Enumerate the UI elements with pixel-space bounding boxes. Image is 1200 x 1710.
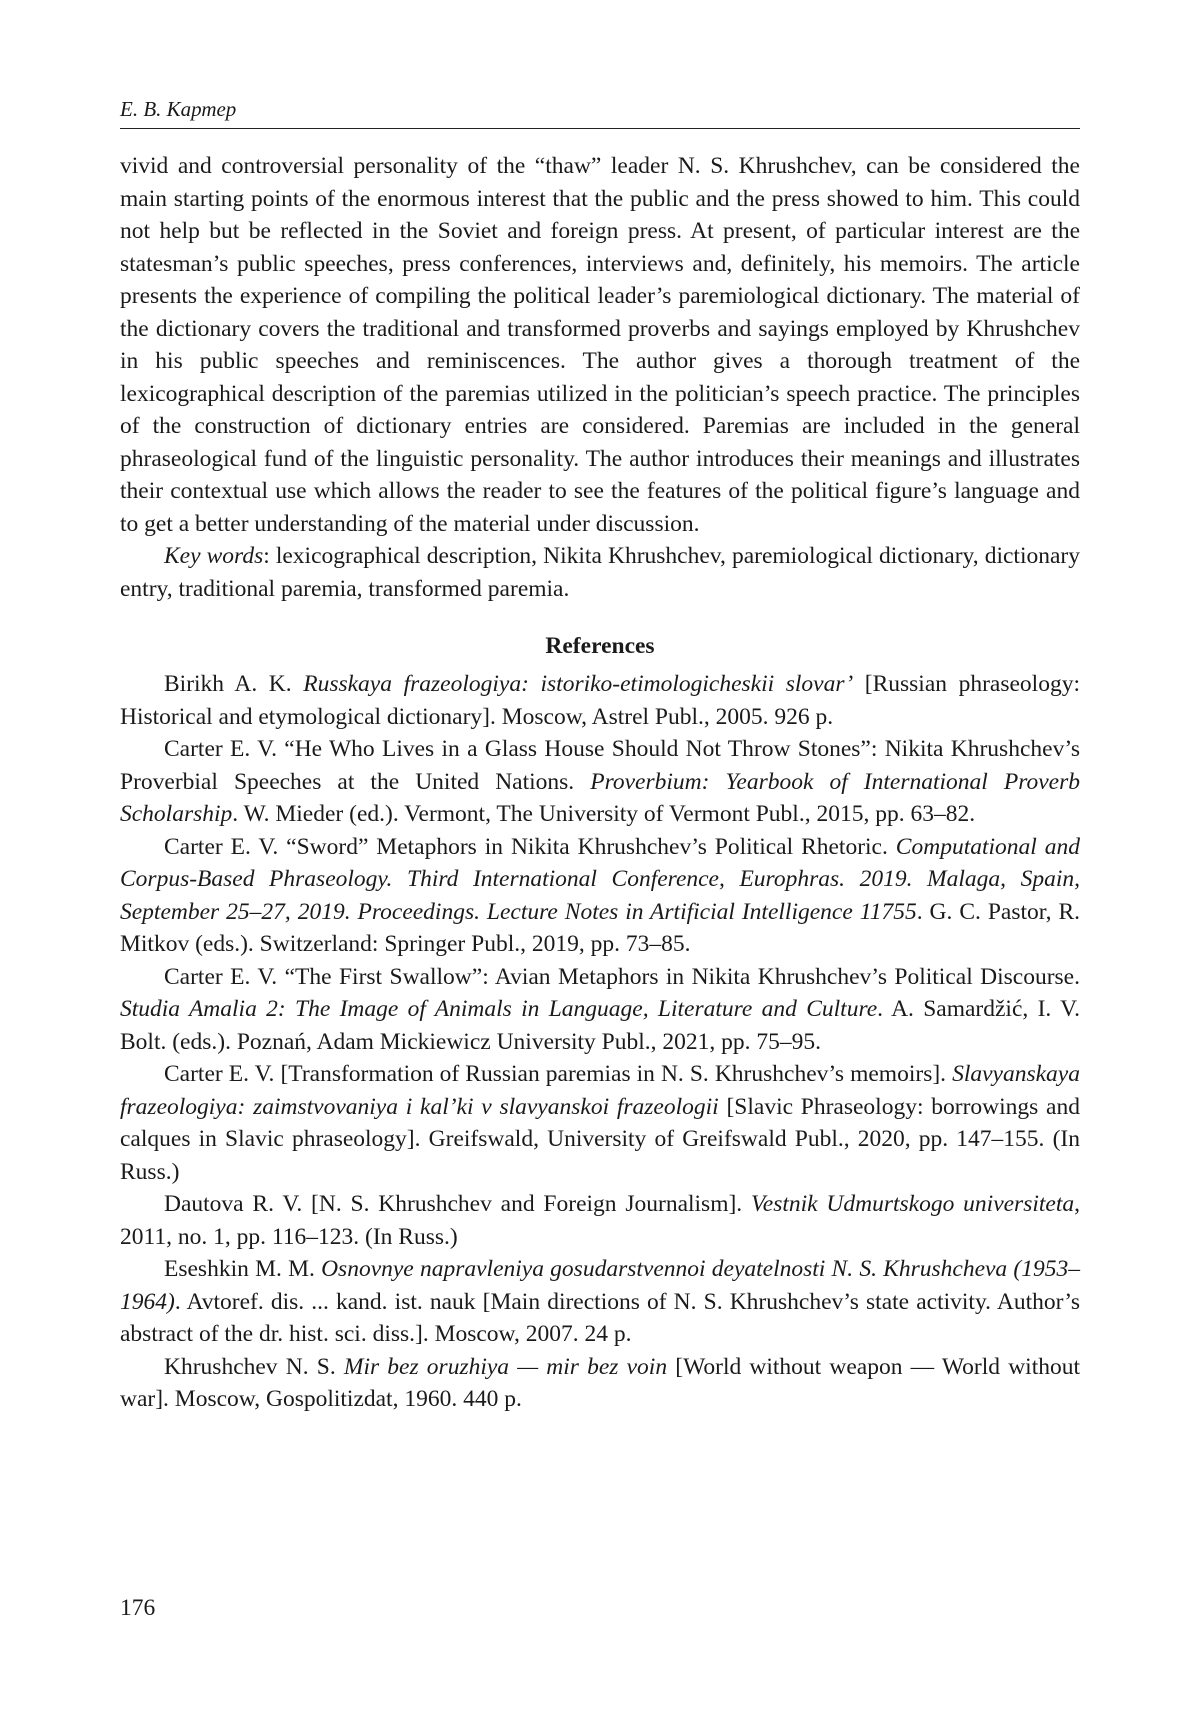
reference-title: Mir bez oruzhiya — mir bez voin [343, 1353, 668, 1380]
running-head: Е. В. Картер [120, 96, 1080, 129]
page [120, 96, 1080, 1416]
reference-details: [World without weapon — World without war]. Moscow, Gospolitizdat, 1960. 440 p. [120, 1353, 1081, 1412]
reference-title: Vestnik Udmurtskogo universiteta [751, 1191, 1075, 1217]
reference-item [120, 1253, 1080, 1351]
reference-authors: Khrushchev N. S. [164, 1353, 344, 1380]
page-number: 176 [120, 1595, 156, 1621]
reference-authors: Carter E. V. “He Who Lives in a Glass House Should Not Throw Stones”: Nikita Khrushchev’s Proverbial Speeches at the United Nations. [120, 736, 1080, 795]
reference-authors: Carter E. V. [Transformation of Russian paremias in N. S. Khrushchev’s memoirs]. [164, 1061, 953, 1087]
reference-details: . G. C. Pastor, R. Mitkov (eds.). Switzerland: Springer Publ., 2019, pp. 73–85. [120, 898, 1080, 957]
keywords-text: : lexicographical description, Nikita Khrushchev, paremiological dictionary, dictionary entry, traditional paremia, transformed paremia. [120, 543, 1080, 602]
reference-title: Osnovnye napravleniya gosudarstvennoi deyatelnosti N. S. Khrushcheva (1953–1964) [120, 1256, 1080, 1315]
reference-title: Studia Amalia 2: The Image of Animals in Language, Literature and Culture [120, 996, 878, 1022]
reference-item [120, 668, 1080, 733]
references-list [120, 668, 1080, 1416]
reference-item [120, 961, 1080, 1059]
reference-details: . W. Mieder (ed.). Vermont, The University of Vermont Publ., 2015, pp. 63–82. [232, 801, 976, 827]
keywords [120, 540, 1080, 605]
reference-authors: Eseshkin M. M. [164, 1256, 322, 1282]
references-heading: References [545, 633, 655, 659]
reference-item [120, 831, 1080, 961]
reference-title: Russkaya frazeologiya: istoriko-etimologicheskii slovar’ [303, 671, 854, 697]
reference-authors: Carter E. V. “The First Swallow”: Avian Metaphors in Nikita Khrushchev’s Political Discourse. [164, 963, 1080, 990]
reference-title: Computational and Corpus-Based Phraseology. Third International Conference, Europhras. 2019. Malaga, Spain, September 25–27, 2019. Proceedings. Lecture Notes in Artificial Intelligence 11755 [120, 833, 1080, 925]
reference-title: Proverbium: Yearbook of International Proverb Scholarship [120, 768, 1081, 827]
keywords-label: Key words [164, 543, 264, 569]
reference-details: [Russian phraseology: Historical and etymological dictionary]. Moscow, Astrel Publ., 2005. 926 p. [120, 671, 1080, 730]
abstract-text: vivid and controversial personality of the “thaw” leader N. S. Khrushchev, can be considered the main starting points of the enormous interest that the public and the press showed to him. This could not help but be reflected in the Soviet and foreign press. At present, of particular interest are the statesman’s public speeches, press conferences, interviews and, definitely, his memoirs. The article presents the experience of compiling the political leader’s paremiological dictionary. The material of the dictionary covers the traditional and transformed proverbs and sayings employed by Khrushchev in his public speeches and reminiscences. The author gives a thorough treatment of the lexicographical description of the paremias utilized in the politician’s speech practice. The principles of the construction of dictionary entries are considered. Paremias are included in the general phraseological fund of the linguistic personality. The author introduces their meanings and illustrates their contextual use which allows the reader to see the features of the political figure’s language and to get a better understanding of the material under discussion. [120, 153, 1080, 537]
reference-authors: Carter E. V. “Sword” Metaphors in Nikita Khrushchev’s Political Rhetoric. [164, 833, 896, 860]
reference-item [120, 1058, 1080, 1188]
reference-details: [Slavic Phraseology: borrowings and calques in Slavic phraseology]. Greifswald, University of Greifswald Publ., 2020, pp. 147–155. (In Russ.) [120, 1093, 1080, 1185]
reference-details: , 2011, no. 1, pp. 116–123. (In Russ.) [120, 1191, 1080, 1250]
reference-item [120, 733, 1080, 831]
reference-item [120, 1351, 1080, 1416]
reference-details: . Avtoref. dis. ... kand. ist. nauk [Main directions of N. S. Khrushchev’s state activity. Author’s abstract of the dr. hist. sci. diss.]. Moscow, 2007. 24 p. [120, 1288, 1080, 1347]
abstract [120, 150, 1080, 605]
reference-item [120, 1188, 1080, 1253]
reference-details: . A. Samardžić, I. V. Bolt. (eds.). Poznań, Adam Mickiewicz University Publ., 2021, pp. 75–95. [120, 996, 1080, 1055]
reference-title: Slavyanskaya frazeologiya: zaimstvovaniya i kal’ki v slavyanskoi frazeologii [120, 1061, 1080, 1120]
reference-authors: Dautova R. V. [N. S. Khrushchev and Foreign Journalism]. [164, 1191, 752, 1217]
reference-authors: Birikh A. K. [164, 671, 304, 697]
